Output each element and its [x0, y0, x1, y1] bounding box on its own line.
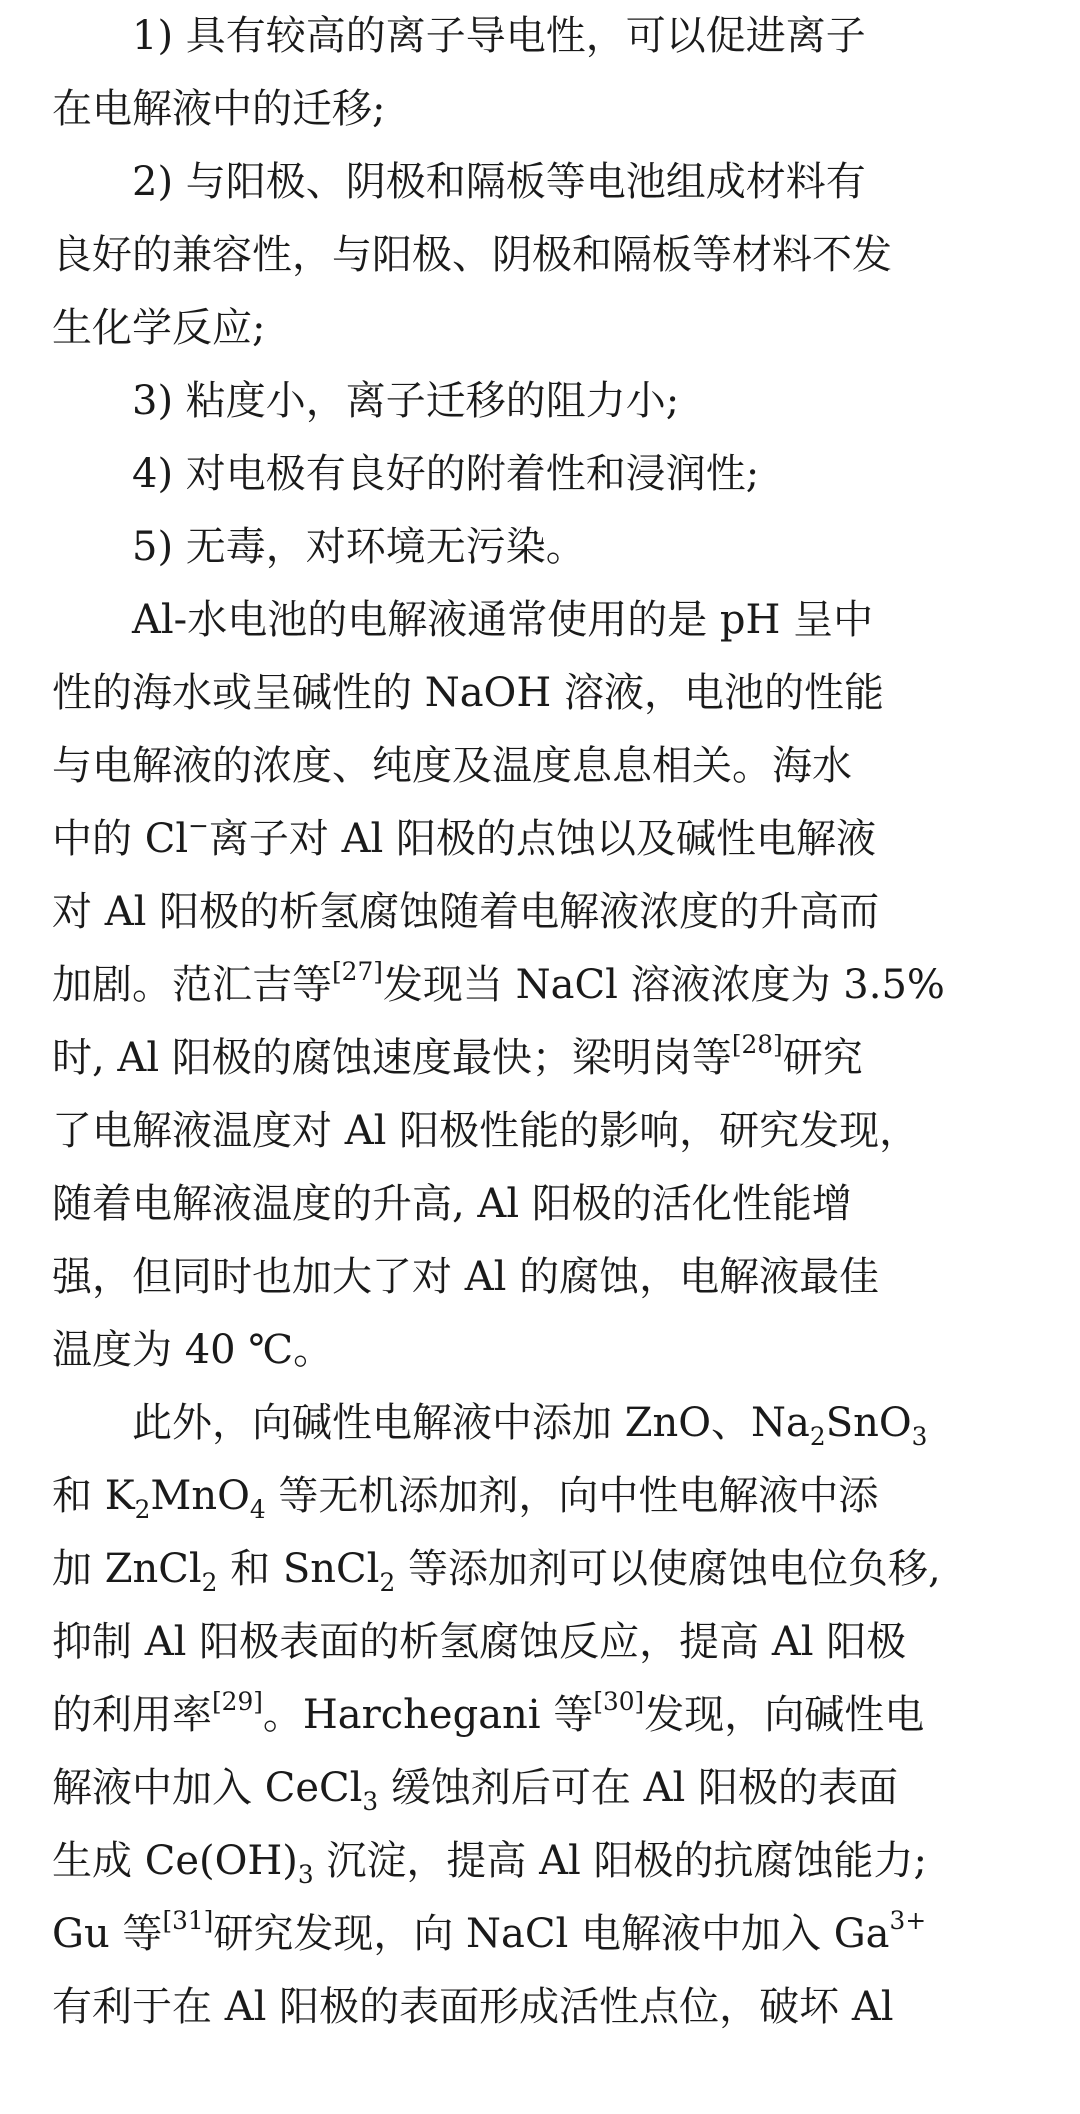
subscript: 4 [249, 1495, 266, 1524]
text-line [52, 1898, 1050, 1971]
text-segment: 沉淀，提高 Al 阳极的抗腐蚀能力; [313, 1838, 927, 1884]
text-segment: 和 SnCl [217, 1546, 380, 1592]
text-segment: 2) 与阳极、阴极和隔板等电池组成材料有 [132, 159, 866, 205]
superscript: − [188, 810, 209, 840]
text-segment: 良好的兼容性，与阳极、阴极和隔板等材料不发 [52, 232, 892, 278]
text-segment: 生化学反应; [52, 305, 266, 351]
subscript: 2 [379, 1568, 396, 1597]
text-line [52, 949, 1050, 1022]
text-segment: 发现，向碱性电 [644, 1692, 925, 1738]
text-segment: 4) 对电极有良好的附着性和浸润性; [132, 451, 760, 497]
text-segment: 此外，向碱性电解液中添加 ZnO、Na [132, 1400, 810, 1446]
text-segment: 解液中加入 CeCl [52, 1765, 363, 1811]
text-segment: 中的 Cl [52, 816, 189, 862]
text-segment: 对 Al 阳极的析氢腐蚀随着电解液浓度的升高而 [52, 889, 880, 935]
subscript: 2 [809, 1422, 826, 1451]
text-segment: 发现当 NaCl 溶液浓度为 3.5% [382, 962, 945, 1008]
superscript: 3+ [889, 1905, 927, 1935]
text-segment: 有利于在 Al 阳极的表面形成活性点位，破坏 Al [52, 1984, 894, 2030]
text-line [52, 1022, 1050, 1095]
subscript: 3 [297, 1860, 314, 1889]
text-segment: 。Harchegani 等 [262, 1692, 594, 1738]
superscript: [31] [162, 1905, 214, 1935]
superscript: [30] [593, 1686, 645, 1716]
text-segment: 性的海水或呈碱性的 NaOH 溶液，电池的性能 [52, 670, 884, 716]
text-line [52, 1533, 1050, 1606]
text-segment: 时, Al 阳极的腐蚀速度最快；梁明岗等 [52, 1035, 732, 1081]
text-segment: SnO [825, 1400, 912, 1446]
text-segment: 离子对 Al 阳极的点蚀以及碱性电解液 [208, 816, 877, 862]
text-segment: 3) 粘度小，离子迁移的阻力小; [132, 378, 680, 424]
text-line [52, 1606, 1050, 1679]
text-segment: 等无机添加剂，向中性电解液中添 [265, 1473, 879, 1519]
text-segment: 了电解液温度对 Al 阳极性能的影响，研究发现， [52, 1108, 920, 1154]
text-line [52, 584, 1050, 657]
text-line [52, 1825, 1050, 1898]
superscript: [29] [212, 1686, 263, 1716]
text-segment: Al-水电池的电解液通常使用的是 pH 呈中 [132, 597, 874, 643]
text-segment: 的利用率 [52, 1692, 212, 1738]
text-line [52, 511, 1050, 584]
text-segment: 和 K [52, 1473, 135, 1519]
text-line [52, 1752, 1050, 1825]
text-segment: 与电解液的浓度、纯度及温度息息相关。海水 [52, 743, 852, 789]
text-segment: 加剧。范汇吉等 [52, 962, 332, 1008]
text-line [52, 876, 1050, 949]
text-segment: MnO [150, 1473, 250, 1519]
subscript: 2 [201, 1568, 218, 1597]
text-line [52, 803, 1050, 876]
text-line [52, 73, 1050, 146]
text-segment: 在电解液中的迁移; [52, 86, 386, 132]
text-line [52, 1460, 1050, 1533]
text-segment: 1) 具有较高的离子导电性，可以促进离子 [132, 13, 866, 59]
text-segment: 温度为 40 ℃。 [52, 1327, 334, 1373]
text-segment: 研究 [782, 1035, 863, 1081]
text-segment: 强，但同时也加大了对 Al 的腐蚀，电解液最佳 [52, 1254, 880, 1300]
subscript: 3 [911, 1422, 928, 1451]
text-line [52, 438, 1050, 511]
text-line [52, 0, 1050, 73]
text-segment: 研究发现，向 NaCl 电解液中加入 Ga [213, 1911, 890, 1957]
subscript: 3 [362, 1787, 379, 1816]
text-line [52, 1095, 1050, 1168]
superscript: [27] [332, 956, 383, 986]
text-segment: 等添加剂可以使腐蚀电位负移, [395, 1546, 941, 1592]
subscript: 2 [134, 1495, 151, 1524]
text-line [52, 1387, 1050, 1460]
text-segment: 加 ZnCl [52, 1546, 202, 1592]
text-line [52, 365, 1050, 438]
body-text [52, 0, 1050, 2044]
superscript: [28] [731, 1029, 783, 1059]
text-line [52, 146, 1050, 219]
text-line [52, 657, 1050, 730]
text-segment: 5) 无毒，对环境无污染。 [132, 524, 586, 570]
text-line [52, 1971, 1050, 2044]
text-line [52, 219, 1050, 292]
text-line [52, 1314, 1050, 1387]
text-line [52, 1679, 1050, 1752]
text-line [52, 1241, 1050, 1314]
text-line [52, 292, 1050, 365]
text-line [52, 730, 1050, 803]
text-segment: Gu 等 [52, 1911, 163, 1957]
text-segment: 随着电解液温度的升高, Al 阳极的活化性能增 [52, 1181, 852, 1227]
text-segment: 抑制 Al 阳极表面的析氢腐蚀反应，提高 Al 阳极 [52, 1619, 907, 1665]
text-segment: 缓蚀剂后可在 Al 阳极的表面 [378, 1765, 898, 1811]
text-line [52, 1168, 1050, 1241]
text-segment: 生成 Ce(OH) [52, 1838, 298, 1884]
